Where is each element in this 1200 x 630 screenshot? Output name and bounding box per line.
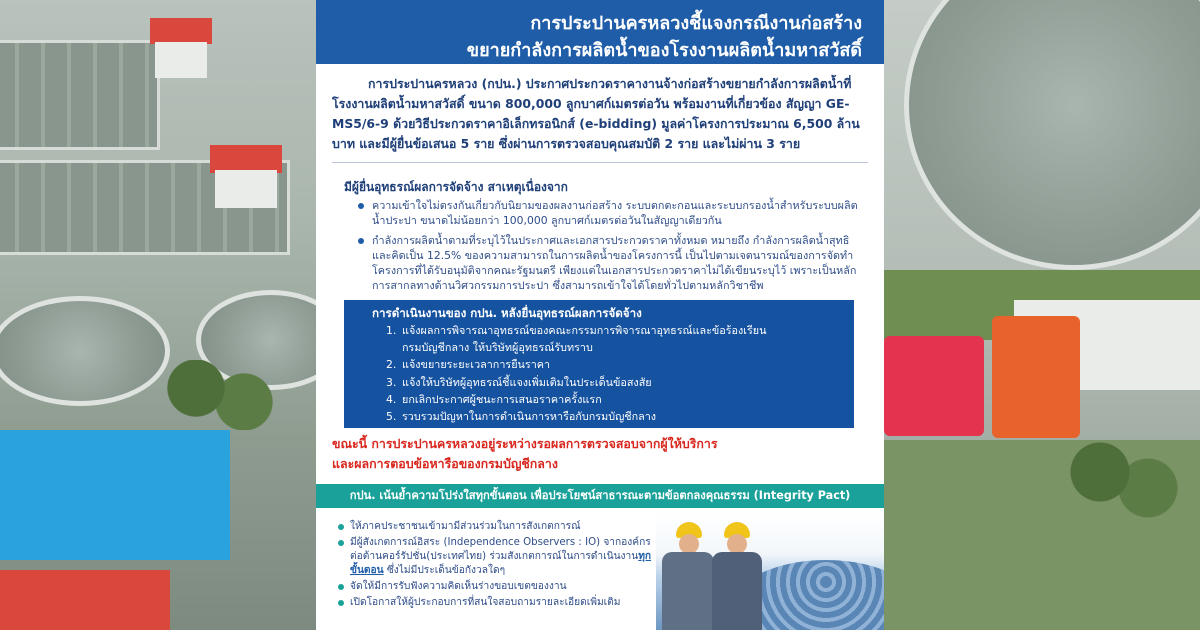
- shirt: [712, 552, 762, 630]
- actions-title: การดำเนินงานของ กปน. หลังยื่นอุทธรณ์ผลการจัดจ้าง: [372, 306, 642, 320]
- integrity-list: [336, 520, 656, 612]
- circular-tank: [0, 296, 170, 406]
- list-item: [336, 536, 656, 578]
- list-item: เปิดโอกาสให้ผู้ประกอบการที่สนใจสอบถามรายละเอียดเพิ่มเติม: [336, 596, 656, 610]
- list-item: [358, 374, 840, 391]
- item-text: แจ้งผลการพิจารณาอุทธรณ์ของคณะกรรมการพิจารณาอุทธรณ์และข้อร้องเรียน: [402, 324, 767, 337]
- item-text: แจ้งขยายระยะเวลาการยืนราคา: [402, 358, 551, 372]
- page-title-line1: การประปานครหลวงชี้แจงกรณีงานก่อสร้าง: [530, 13, 862, 34]
- status-notice: [332, 434, 862, 474]
- appeal-bullet-list: [356, 198, 866, 298]
- orange-storage-tank: [992, 316, 1080, 438]
- list-item: [358, 322, 840, 339]
- background-photo-right: [884, 0, 1200, 630]
- item-text: ซึ่งไม่มีประเด็นข้อกังวลใดๆ: [383, 565, 506, 576]
- item-number: 1.: [386, 324, 397, 337]
- highlight-text: ทุกขั้นตอน: [350, 551, 652, 576]
- building: [155, 42, 207, 78]
- list-item: จัดให้มีการรับฟังความคิดเห็นร่างขอบเขตของงาน: [336, 580, 656, 594]
- background-photo-left: [0, 0, 316, 630]
- header-banner: [316, 0, 884, 64]
- notice-line1: ขณะนี้ การประปานครหลวงอยู่ระหว่างรอผลการตรวจสอบจากผู้ให้บริการ: [332, 436, 718, 451]
- trees: [1064, 440, 1184, 520]
- item-text: รวบรวมปัญหาในการดำเนินการหารือกับกรมบัญชีกลาง: [402, 410, 657, 424]
- item-text: กรมบัญชีกลาง ให้บริษัทผู้อุทธรณ์รับทราบ: [402, 341, 593, 355]
- item-number: 4.: [386, 392, 397, 406]
- appeal-section-title: มีผู้ยื่นอุทธรณ์ผลการจัดจ้าง สาเหตุเนื่องจาก: [344, 180, 568, 194]
- sedimentation-tank: [0, 40, 160, 150]
- building-blue: [0, 430, 230, 560]
- engineers-photo: [656, 512, 884, 630]
- shirt: [662, 552, 714, 630]
- building-red-roof: [0, 570, 170, 630]
- item-text: ยกเลิกประกาศผู้ชนะการเสนอราคาครั้งแรก: [402, 392, 602, 406]
- large-circular-tank: [904, 0, 1200, 270]
- list-item: [358, 391, 840, 408]
- building-red-roof: [150, 18, 212, 44]
- notice-line2: และผลการตอบข้อหารือของกรมบัญชีกลาง: [332, 456, 558, 471]
- divider: [332, 162, 868, 163]
- item-number: 2.: [386, 358, 397, 372]
- list-item: [358, 356, 840, 373]
- page-title-line2: ขยายกำลังการผลิตน้ำของโรงงานผลิตน้ำมหาสวัสดิ์: [466, 40, 862, 61]
- building: [215, 170, 277, 208]
- trees: [160, 360, 280, 430]
- integrity-pact-banner: กปน. เน้นย้ำความโปร่งใสทุกขั้นตอน เพื่อประโยชน์สาธารณะตามข้อตกลงคุณธรรม (Integrity Pact): [316, 484, 884, 508]
- item-text: แจ้งให้บริษัทผู้อุทธรณ์ชี้แจงเพิ่มเติมในประเด็นข้อสงสัย: [402, 375, 652, 389]
- pink-storage-tank: [884, 336, 984, 436]
- list-item: ความเข้าใจไม่ตรงกันเกี่ยวกับนิยามของผลงานก่อสร้าง ระบบตกตะกอนและระบบกรองน้ำสำหรับระบบผลิตน้ำประปา ขนาดไม่น้อยกว่า 100,000 ลูกบาศก์เมตรต่อวันในสัญญาเดียวกัน: [356, 198, 866, 228]
- list-item: กำลังการผลิตน้ำตามที่ระบุไว้ในประกาศและเอกสารประกวดราคาทั้งหมด หมายถึง กำลังการผลิตน้ำสุทธิและคิดเป็น 12.5% ของความสามารถในการผลิตน้ำของโครงการนี้ เป็นไปตามเจตนารมณ์ของการจัดทำโครงการที่ได้รับอนุมัติจากคณะรัฐมนตรี เพียงแต่ในเอกสารประกวดราคาไม่ได้เขียนระบุไว้ เพราะเป็นหลักการสากลทางด้านวิศวกรรมการประปา ซึ่งสามารถเข้าใจได้โดยทั่วไปตามหลักวิชาชีพ: [356, 233, 866, 293]
- head: [679, 534, 699, 554]
- item-number: 5.: [386, 410, 397, 424]
- head: [727, 534, 747, 554]
- building-red-roof: [210, 145, 282, 173]
- list-item: ให้ภาคประชาชนเข้ามามีส่วนร่วมในการสังเกตการณ์: [336, 520, 656, 534]
- item-number: 3.: [386, 375, 397, 389]
- item-text: มีผู้สังเกตการณ์อิสระ (Independence Observers : IO) จากองค์กรต่อต้านคอร์รัปชั่น(ประเทศไทย) ร่วมสังเกตการณ์ในการดำเนินงาน: [350, 537, 651, 562]
- actions-box: [344, 300, 854, 428]
- intro-paragraph: การประปานครหลวง (กปน.) ประกาศประกวดราคางานจ้างก่อสร้างขยายกำลังการผลิตน้ำที่โรงงานผลิตน้ำมหาสวัสดิ์ ขนาด 800,000 ลูกบาศก์เมตรต่อวัน พร้อมงานที่เกี่ยวข้อง สัญญา GE-MS5/6-9 ด้วยวิธีประกวดราคาอิเล็กทรอนิกส์ (e-bidding) มูลค่าโครงการประมาณ 6,500 ล้านบาท และมีผู้ยื่นข้อเสนอ 5 ราย ซึ่งผ่านการตรวจสอบคุณสมบัติ 2 ราย และไม่ผ่าน 3 ราย: [332, 76, 860, 151]
- list-item: [358, 339, 840, 356]
- list-item: [358, 408, 840, 425]
- announcement-poster: [316, 0, 884, 630]
